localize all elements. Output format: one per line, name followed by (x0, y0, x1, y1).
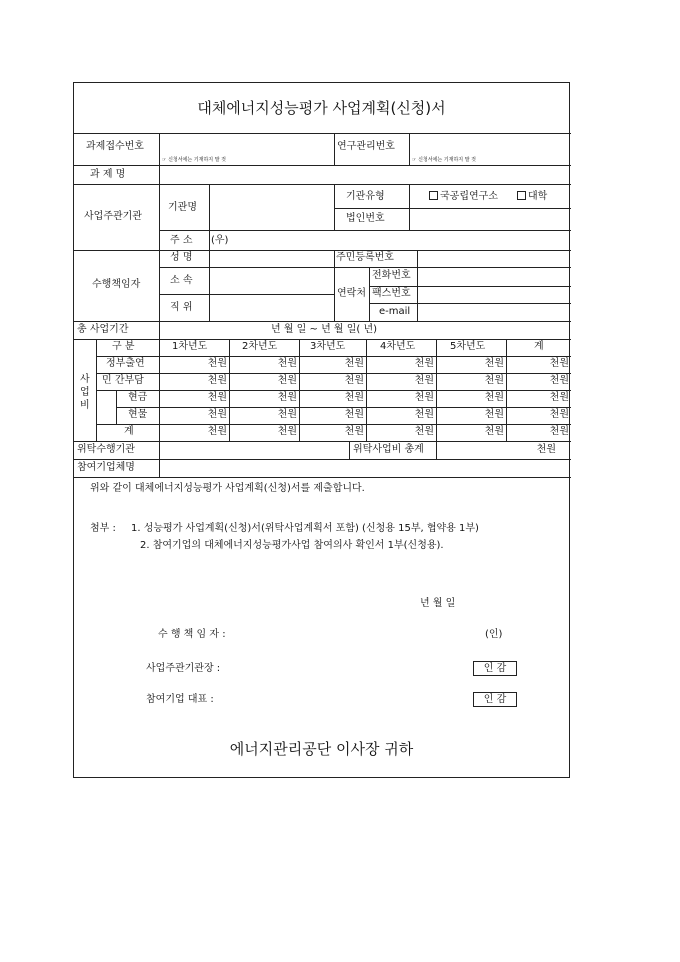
rule (369, 303, 571, 304)
rule (417, 250, 418, 321)
rule (159, 267, 571, 268)
rule (366, 339, 367, 441)
rule (74, 441, 571, 442)
manager-name-label: 성 명 (170, 252, 193, 263)
budget-unit-cell: 천원 (484, 358, 504, 369)
budget-row-cash: 현금 (128, 392, 148, 403)
rule (349, 441, 350, 459)
partner-seal-box: 인 감 (473, 692, 517, 707)
rule (409, 184, 410, 230)
budget-unit-cell: 천원 (207, 409, 227, 420)
rule (209, 184, 210, 321)
rule (159, 133, 160, 321)
participants-label: 참여기업체명 (77, 462, 135, 473)
budget-unit-cell: 천원 (484, 375, 504, 386)
budget-unit-cell: 천원 (414, 358, 434, 369)
rule (299, 339, 300, 441)
rule (74, 477, 571, 478)
budget-unit-cell: 천원 (277, 358, 297, 369)
rule (74, 250, 571, 251)
budget-row-total: 계 (124, 426, 134, 437)
rule (159, 321, 160, 339)
attachment-item-2: 2. 참여기업의 대체에너지성능평가사업 참여의사 확인서 1부(신청용). (140, 540, 444, 551)
checkbox-icon[interactable] (517, 191, 526, 200)
period-value: 년 월 일 ~ 년 월 일( 년) (271, 324, 378, 335)
rule (409, 133, 410, 165)
budget-unit-cell: 천원 (549, 358, 569, 369)
rule (369, 286, 571, 287)
period-label: 총 사업기간 (77, 324, 129, 335)
phone-label: 전화번호 (372, 270, 411, 281)
manager-label: 수행책임자 (92, 279, 141, 290)
budget-unit-cell: 천원 (207, 426, 227, 437)
budget-header-year3: 3차년도 (310, 341, 346, 352)
checkbox-icon[interactable] (429, 191, 438, 200)
application-form (73, 82, 570, 778)
lead-org-label: 사업주관기관 (84, 211, 142, 222)
attachment-item-1: 1. 성능평가 사업계획(신청)서(위탁사업계획서 포함) (신청용 15부, 협약용 1부) (131, 523, 479, 534)
form-title: 대체에너지성능평가 사업계획(신청)서 (197, 99, 446, 117)
budget-row-inkind: 현물 (128, 409, 148, 420)
mgmt-number-label: 연구관리번호 (337, 141, 395, 152)
budget-unit-cell: 천원 (414, 409, 434, 420)
budget-unit-cell: 천원 (344, 358, 364, 369)
budget-unit-cell: 천원 (484, 426, 504, 437)
contact-label: 연락처 (337, 288, 366, 299)
budget-row-private: 민 간부담 (102, 375, 144, 386)
budget-unit-cell: 천원 (277, 426, 297, 437)
budget-unit-cell: 천원 (344, 426, 364, 437)
receipt-label: 과제접수번호 (86, 141, 144, 152)
budget-unit-cell: 천원 (344, 392, 364, 403)
budget-unit-cell: 천원 (344, 409, 364, 420)
budget-unit-cell: 천원 (484, 392, 504, 403)
rule (74, 459, 571, 460)
org-name-label: 기관명 (168, 202, 197, 213)
budget-unit-cell: 천원 (549, 409, 569, 420)
rule (436, 441, 437, 459)
rule (334, 133, 335, 165)
consign-total-unit: 천원 (536, 444, 556, 455)
budget-header-year1: 1차년도 (172, 341, 208, 352)
rule (96, 339, 97, 441)
budget-unit-cell: 천원 (344, 375, 364, 386)
budget-unit-cell: 천원 (549, 375, 569, 386)
budget-unit-cell: 천원 (207, 375, 227, 386)
budget-unit-cell: 천원 (414, 375, 434, 386)
rrn-label: 주민등록번호 (336, 252, 394, 263)
budget-unit-cell: 천원 (484, 409, 504, 420)
budget-unit-cell: 천원 (277, 375, 297, 386)
rule (96, 390, 571, 391)
partner-signature-label: 참여기업 대표 : (146, 694, 214, 705)
head-seal-box: 인 감 (473, 661, 517, 676)
rule (74, 339, 571, 340)
budget-header-year4: 4차년도 (380, 341, 416, 352)
rule (159, 441, 160, 477)
rule (436, 339, 437, 441)
rule (96, 373, 571, 374)
org-type-label: 기관유형 (346, 191, 385, 202)
email-label: e-mail (379, 306, 411, 317)
rule (74, 165, 571, 166)
budget-unit-cell: 천원 (414, 392, 434, 403)
head-signature-label: 사업주관기관장 : (146, 663, 221, 674)
fax-label: 팩스번호 (372, 288, 411, 299)
budget-side-label: 사 업 비 (80, 374, 90, 411)
rule (116, 390, 117, 424)
rule (334, 250, 335, 321)
manager-signature-label: 수 행 책 임 자 : (158, 629, 226, 640)
attachments-prefix: 첨부 : (90, 523, 116, 534)
budget-header-year2: 2차년도 (242, 341, 278, 352)
manager-position-label: 직 위 (170, 302, 193, 313)
manager-seal: (인) (485, 629, 503, 640)
corp-number-label: 법인번호 (346, 213, 385, 224)
rule (369, 267, 370, 321)
budget-row-gov: 정부출연 (106, 358, 145, 369)
date-line: 년 월 일 (420, 598, 456, 609)
manager-affil-label: 소 속 (170, 275, 193, 286)
budget-unit-cell: 천원 (549, 392, 569, 403)
addressee: 에너지관리공단 이사장 귀하 (229, 740, 414, 758)
consign-total-label: 위탁사업비 총계 (353, 444, 424, 455)
rule (116, 407, 571, 408)
rule (229, 339, 230, 441)
rule (74, 133, 571, 134)
budget-unit-cell: 천원 (207, 392, 227, 403)
rule (74, 321, 571, 322)
org-type-option-1[interactable]: 국공립연구소 (429, 191, 498, 203)
budget-header-year5: 5차년도 (450, 341, 486, 352)
mgmt-number-note: ☞ 신청서에는 기재하지 말 것 (412, 157, 476, 163)
budget-unit-cell: 천원 (549, 426, 569, 437)
budget-unit-cell: 천원 (277, 409, 297, 420)
rule (96, 424, 571, 425)
rule (334, 208, 571, 209)
receipt-note: ☞ 신청서에는 기재하지 말 것 (162, 157, 226, 163)
submission-statement: 위와 같이 대체에너지성능평가 사업계획(신청)서를 제출합니다. (90, 483, 365, 494)
consign-label: 위탁수행기관 (77, 444, 135, 455)
rule (334, 184, 335, 230)
budget-header-category: 구 분 (112, 341, 135, 352)
rule (159, 294, 334, 295)
rule (159, 230, 571, 231)
rule (159, 339, 160, 441)
rule (74, 184, 571, 185)
rule (506, 339, 507, 441)
budget-unit-cell: 천원 (207, 358, 227, 369)
rule (96, 356, 571, 357)
project-name-label: 과 제 명 (90, 169, 126, 180)
budget-unit-cell: 천원 (277, 392, 297, 403)
address-label: 주 소 (170, 235, 193, 246)
org-type-option-2[interactable]: 대학 (517, 191, 547, 203)
address-prefix: (우) (211, 235, 229, 246)
budget-header-total: 계 (534, 341, 544, 352)
budget-unit-cell: 천원 (414, 426, 434, 437)
